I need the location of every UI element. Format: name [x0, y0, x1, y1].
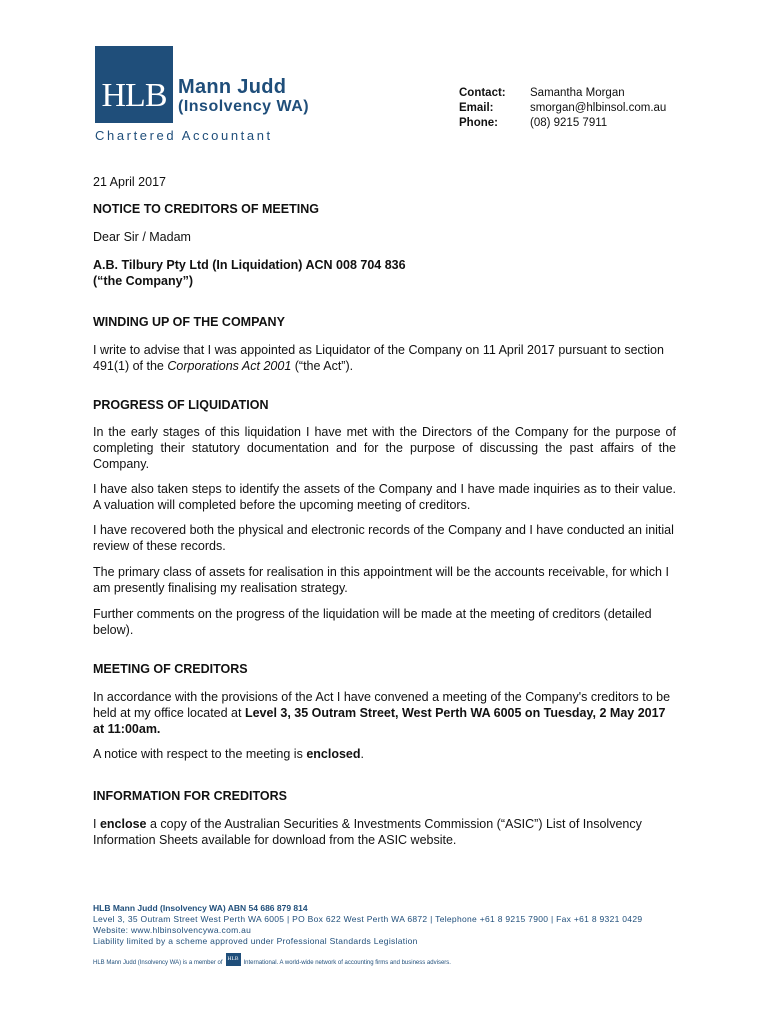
phone-row	[459, 116, 666, 131]
info-text-c: a copy of the Australian Securities & Investments Commission (“ASIC”) List of Insolvency Information Sheets available for download from the ASIC website.	[93, 817, 642, 847]
meeting-notice-enclosed: enclosed	[306, 747, 361, 761]
act-name: Corporations Act 2001	[167, 359, 292, 373]
meeting-text-a: In accordance with the provisions of the Act I have convened a meeting of the Company's creditors to be held at my office located at	[93, 690, 671, 720]
contact-block	[459, 86, 666, 131]
info-paragraph	[93, 816, 676, 848]
footer-liability: Liability limited by a scheme approved under Professional Standards Legislation	[93, 936, 418, 946]
firm-name: Mann Judd	[178, 76, 287, 98]
footer-address: Level 3, 35 Outram Street West Perth WA 6005 | PO Box 622 West Perth WA 6872 | Telephone +61 8 9215 7900 | Fax +61 8 9321 0429	[93, 914, 643, 924]
footer-membership-b: International. A world-wide network of accounting firms and business advisers.	[243, 960, 451, 966]
progress-paragraph-4: The primary class of assets for realisation in this appointment will be the accounts receivable, for which I am presently finalising my realisation strategy.	[93, 565, 669, 595]
firm-tagline: Chartered Accountant	[95, 128, 273, 143]
phone-value: (08) 9215 7911	[530, 117, 608, 129]
footer-website[interactable]: Website: www.hlbinsolvencywa.com.au	[93, 925, 252, 935]
progress-paragraph-1: In the early stages of this liquidation I have met with the Directors of the Company for the purpose of completing their statutory documentation and for the purpose of discussing the past affairs of the Company.	[93, 425, 676, 471]
progress-paragraph-2: I have also taken steps to identify the assets of the Company and I have made inquiries as to their value. A valuation will completed before the upcoming meeting of creditors.	[93, 482, 676, 512]
info-heading: INFORMATION FOR CREDITORS	[93, 789, 287, 803]
winding-heading: WINDING UP OF THE COMPANY	[93, 315, 285, 329]
footer-membership	[93, 953, 451, 966]
meeting-notice-c: .	[360, 747, 364, 761]
winding-text-b: (“the Act”).	[291, 359, 354, 373]
email-row	[459, 101, 666, 116]
info-enclose: enclose	[99, 817, 147, 831]
meeting-details: Level 3, 35 Outram Street, West Perth WA 6005 on Tuesday, 2 May 2017 at 11:00am.	[93, 706, 666, 736]
hlb-mini-logo-icon: HLB	[226, 953, 241, 966]
winding-text-a: I write to advise that I was appointed as Liquidator of the Company on 11 April 2017 pursuant to section 491(1) of the	[93, 343, 664, 373]
company-defined: (“the Company”)	[93, 274, 193, 288]
footer-firm-abn: HLB Mann Judd (Insolvency WA) ABN 54 686 879 814	[93, 903, 308, 913]
meeting-heading: MEETING OF CREDITORS	[93, 662, 248, 676]
phone-label: Phone:	[459, 117, 498, 129]
meeting-paragraph-2	[93, 746, 676, 762]
footer-membership-a: HLB Mann Judd (Insolvency WA) is a member of	[93, 960, 223, 966]
firm-sub-name: (Insolvency WA)	[178, 98, 310, 115]
progress-paragraph-3: I have recovered both the physical and electronic records of the Company and I have conducted an initial review of these records.	[93, 523, 674, 553]
meeting-notice-a: A notice with respect to the meeting is	[93, 747, 307, 761]
meeting-paragraph-1	[93, 689, 676, 737]
contact-value: Samantha Morgan	[530, 87, 625, 99]
progress-paragraph-5: Further comments on the progress of the liquidation will be made at the meeting of creditors (detailed below).	[93, 607, 652, 637]
salutation: Dear Sir / Madam	[93, 230, 191, 244]
email-value[interactable]: smorgan@hlbinsol.com.au	[530, 102, 667, 114]
progress-heading: PROGRESS OF LIQUIDATION	[93, 398, 269, 412]
notice-title: NOTICE TO CREDITORS OF MEETING	[93, 202, 319, 216]
email-label: Email:	[459, 102, 494, 114]
winding-paragraph	[93, 342, 676, 374]
company-name: A.B. Tilbury Pty Ltd (In Liquidation) ACN 008 704 836	[93, 258, 406, 272]
letter-date: 21 April 2017	[93, 175, 166, 189]
contact-label: Contact:	[459, 87, 506, 99]
contact-row	[459, 86, 666, 101]
firm-logo-mark: HLB	[95, 46, 173, 123]
info-text-a: I	[93, 817, 100, 831]
